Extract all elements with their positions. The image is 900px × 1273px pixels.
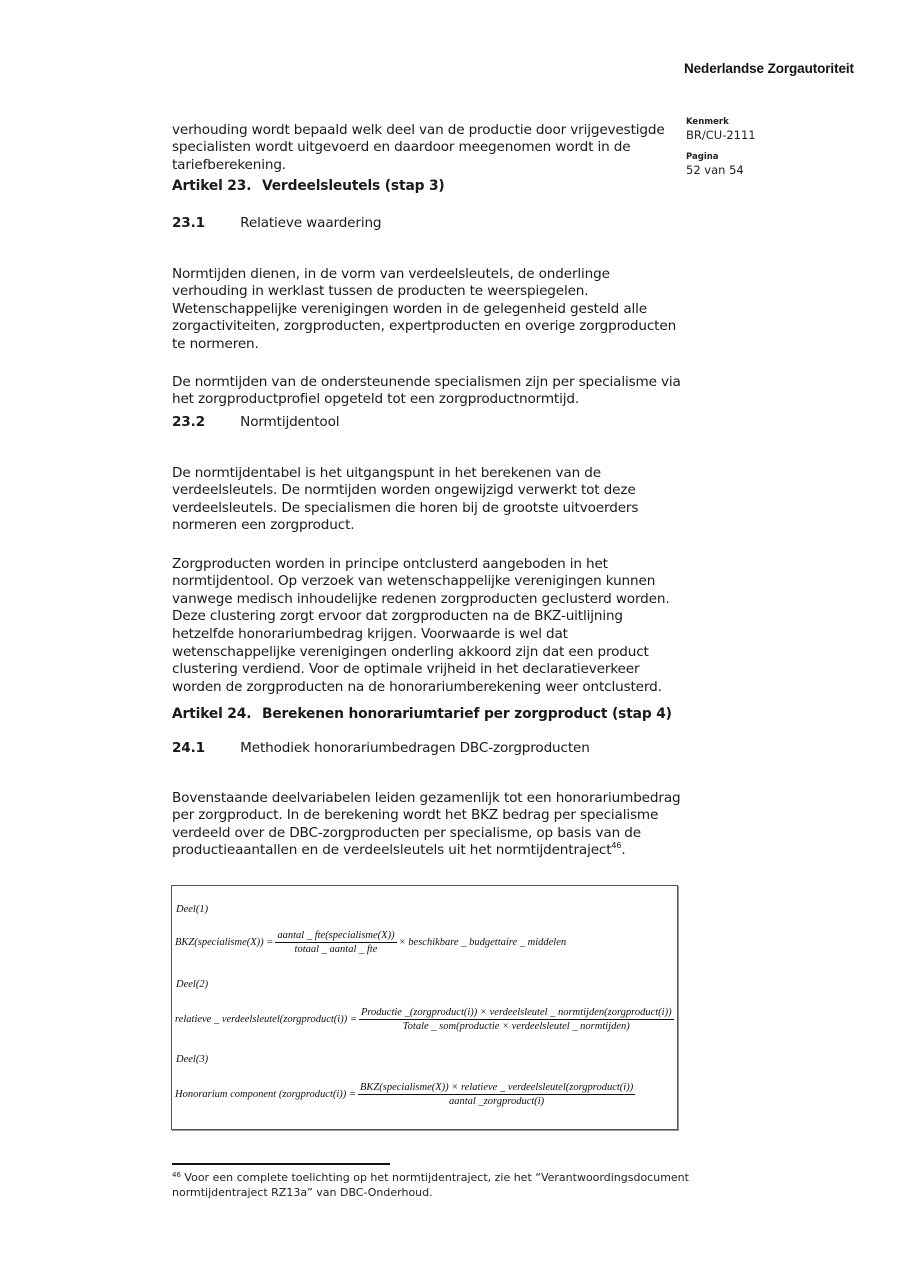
denominator: Totale _ som(productie × verdeelsleutel _ normtijden) [402, 1021, 630, 1032]
kenmerk-block [686, 116, 756, 142]
footnote-number: 46 [172, 1171, 181, 1179]
article-23-heading [172, 178, 687, 196]
pagina-label: Pagina [686, 152, 719, 162]
section-23-1-heading [172, 215, 687, 233]
pagina-value: 52 van 54 [686, 163, 744, 177]
formula-label-deel1: Deel(1) [176, 904, 209, 915]
intro-paragraph: verhouding wordt bepaald welk deel van de productie door vrijgevestigde specialisten wordt uitgevoerd en daardoor meegenomen wordt in de tariefberekening. [172, 121, 665, 173]
fraction [358, 1082, 635, 1107]
numerator: Productie _(zorgproduct(i)) × verdeelsleutel _ normtijden(zorgproduct(i)) [360, 1007, 672, 1018]
section-23-2-heading [172, 414, 687, 432]
formula-rhs: × beschikbare _ budgettaire _ middelen [398, 937, 567, 948]
paragraph-text: Bovenstaande deelvariabelen leiden gezamenlijk tot een honorariumbedrag per zorgproduct. In de berekening wordt het BKZ bedrag per specialisme verdeeld over de DBC-zorgproducten per specialisme, op basis van de productieaantallen en de verdeelsleutels uit het normtijdentraject [172, 789, 681, 859]
fraction [275, 930, 396, 955]
formula-deel3 [175, 1082, 637, 1107]
footnote-text: Voor een complete toelichting op het normtijdentraject, zie het “Verantwoordingsdocument normtijdentraject RZ13a” van DBC-Onderhoud. [172, 1171, 689, 1199]
paragraph-end: . [621, 842, 626, 859]
denominator: aantal _zorgproduct(i) [449, 1096, 545, 1107]
article-24-heading [172, 706, 687, 724]
organization-name: Nederlandse Zorgautoriteit [684, 61, 854, 76]
footnote [172, 1170, 692, 1200]
kenmerk-value: BR/CU-2111 [686, 128, 756, 142]
denominator: totaal _ aantal _ fte [294, 944, 378, 955]
numerator: aantal _ fte(specialisme(X)) [277, 930, 395, 941]
section-title: Normtijdentool [240, 414, 340, 430]
formula-label-deel2: Deel(2) [176, 979, 209, 990]
formula-deel1 [175, 930, 566, 955]
formula-lhs: BKZ(specialisme(X)) = [175, 937, 274, 948]
paragraph: Normtijden dienen, in de vorm van verdeelsleutels, de onderlinge verhouding in werklast tussen de producten te weerspiegelen. Wetenschappelijke verenigingen worden in de gelegenheid gesteld alle zorgactiviteiten, zorgproducten, expertproducten en overige zorgproducten te normeren. [172, 265, 677, 352]
formula-deel2 [175, 1007, 676, 1032]
section-title: Methodiek honorariumbedragen DBC-zorgproducten [240, 740, 590, 756]
article-title: Verdeelsleutels (stap 3) [261, 178, 445, 194]
section-title: Relatieve waardering [240, 215, 382, 231]
formula-label-deel3: Deel(3) [176, 1054, 209, 1065]
formula-lhs: relatieve _ verdeelsleutel(zorgproduct(i)) = [175, 1014, 357, 1025]
footnote-reference[interactable]: 46 [611, 841, 622, 851]
kenmerk-label: Kenmerk [686, 117, 729, 127]
section-number: 23.2 [172, 414, 205, 430]
paragraph: De normtijdentabel is het uitgangspunt in het berekenen van de verdeelsleutels. De normtijden worden ongewijzigd verwerkt tot deze verdeelsleutels. De specialismen die horen bij de grootste uitvoerders normeren een zorgproduct. [172, 464, 639, 534]
formula-box [171, 885, 678, 1130]
fraction [359, 1007, 674, 1032]
formula-lhs: Honorarium component (zorgproduct(i)) = [175, 1089, 356, 1100]
section-number: 23.1 [172, 215, 205, 231]
section-24-1-heading [172, 740, 687, 758]
paragraph [172, 790, 687, 860]
pagina-block [686, 151, 744, 177]
article-number: Artikel 23. [172, 178, 252, 194]
section-number: 24.1 [172, 740, 205, 756]
article-number: Artikel 24. [172, 706, 252, 722]
paragraph: Zorgproducten worden in principe ontclusterd aangeboden in het normtijdentool. Op verzoek van wetenschappelijke verenigingen kunnen vanwege medisch inhoudelijke redenen zorgproducten geclusterd worden. Deze clustering zorgt ervoor dat zorgproducten na de BKZ-uitlijning hetzelfde honorariumbedrag krijgen. Voorwaarde is wel dat wetenschappelijke verenigingen onderling akkoord zijn dat een product clustering verdiend. Voor de optimale vrijheid in het declaratieverkeer worden de zorgproducten na de honorariumberekening weer ontclusterd. [172, 555, 670, 695]
paragraph: De normtijden van de ondersteunende specialismen zijn per specialisme via het zorgproductprofiel opgeteld tot een zorgproductnormtijd. [172, 373, 681, 408]
article-title: Berekenen honorariumtarief per zorgproduct (stap 4) [261, 706, 672, 722]
numerator: BKZ(specialisme(X)) × relatieve _ verdeelsleutel(zorgproduct(i)) [360, 1082, 634, 1093]
footnote-divider [172, 1163, 390, 1165]
